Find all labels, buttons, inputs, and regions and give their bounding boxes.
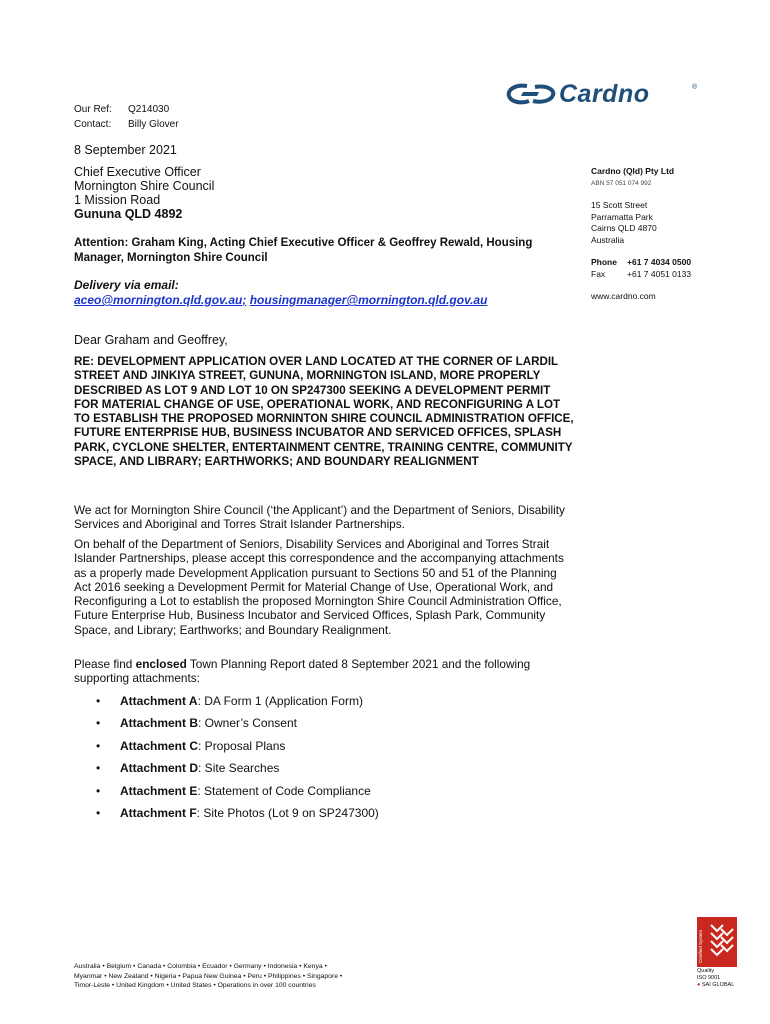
logo-wordmark: Cardno xyxy=(559,80,650,108)
list-item xyxy=(96,760,379,782)
list-item xyxy=(96,783,379,805)
footer-countries xyxy=(74,962,394,991)
contact-value: Billy Glover xyxy=(128,119,179,130)
attachment-desc: : DA Form 1 (Application Form) xyxy=(197,694,363,708)
certification-checks-icon xyxy=(697,917,737,967)
attachment-name: Attachment D xyxy=(120,761,199,776)
cert-line xyxy=(697,982,734,989)
fax-label: Fax xyxy=(591,268,606,279)
sai-global-icon: ● xyxy=(697,982,701,988)
company-website[interactable]: www.cardno.com xyxy=(591,291,656,301)
email-link-2[interactable]: housingmanager@mornington.qld.gov.au xyxy=(249,293,488,307)
fax-value: +61 7 4051 0133 xyxy=(627,268,692,279)
attachment-desc: : Owner’s Consent xyxy=(198,716,297,731)
cert-band-text: Certified System xyxy=(698,929,703,963)
bullet-icon: • xyxy=(96,805,101,820)
recipient-address xyxy=(74,165,214,221)
company-address-line: Australia xyxy=(591,234,625,245)
para3-bold: enclosed xyxy=(135,657,187,671)
salutation: Dear Graham and Geoffrey, xyxy=(74,333,228,347)
subject-heading: RE: DEVELOPMENT APPLICATION OVER LAND LOCATED AT THE CORNER OF LARDIL STREET AND JINKIYA STREET, GUNUNA, MORNINGTON ISLAND, MORE PROPERLY DESCRIBED AS LOT 9 AND LOT 10 ON SP247300 SEEKING A DEVELOPMENT PERMIT FOR MATERIAL CHANGE OF USE, OPERATIONAL WORK, AND RECONFIGURING A LOT TO ESTABLISH THE PROPOSED MORNINTON SHIRE COUNCIL ADMINISTRATION OFFICE, FUTURE ENTERPRISE HUB, BUSINESS INCUBATOR AND SERVICED OFFICES, SPLASH PARK, CYCLONE SHELTER, ENTERTAINMENT CENTRE, TRAINING CENTRE, COMMUNITY SPACE, AND LIBRARY; EARTHWORKS; AND BOUNDARY REALIGNMENT xyxy=(74,355,574,469)
attachment-name: Attachment C xyxy=(120,738,199,753)
list-item xyxy=(96,693,379,715)
bullet-icon: • xyxy=(96,738,101,753)
para3-text: Please find xyxy=(74,657,136,671)
body-paragraph-1: We act for Mornington Shire Council (‘the Applicant’) and the Department of Seniors, Disability Services and Aboriginal and Torres Strait Islander Partnerships. xyxy=(74,503,565,532)
email-link-1[interactable]: aceo@mornington.qld.gov.au xyxy=(74,293,243,307)
body-paragraph-2: On behalf of the Department of Seniors, Disability Services and Aboriginal and Torres Strait Islander Partnerships, please accept this correspondence and the accompanying attachments as a properly made Development Application pursuant to Sections 50 and 51 of the Planning Act 2016 seeking a Development Permit for Material Change of Use, Operational Work, and Reconfiguring a Lot to establish the proposed Mornington Shire Council Administration Office, Future Enterprise Hub, Business Incubator and Serviced Offices, Splash Park, Community Space, and Library; Earthworks; and Boundary Realignment. xyxy=(74,537,564,637)
company-address-line: Cairns QLD 4870 xyxy=(591,223,657,233)
delivery-block xyxy=(74,278,487,308)
recipient-line: Mornington Shire Council xyxy=(74,179,215,193)
letter-date: 8 September 2021 xyxy=(74,143,177,157)
delivery-label: Delivery via email: xyxy=(74,278,179,292)
attachment-desc: : Site Photos (Lot 9 on SP247300) xyxy=(196,805,379,820)
list-item xyxy=(96,715,379,737)
registered-mark: ® xyxy=(692,84,698,91)
company-address-line: Parramatta Park xyxy=(591,211,653,222)
email-separator: ; xyxy=(242,293,247,307)
our-ref-value: Q214030 xyxy=(128,104,170,115)
attachment-name: Attachment A xyxy=(120,694,198,708)
footer-line: Myanmar • New Zealand • Nigeria • Papua New Guinea • Peru • Philippines • Singapore • xyxy=(74,972,343,980)
company-abn: ABN 57 051 074 992 xyxy=(591,179,652,187)
cert-line: ISO 9001 xyxy=(697,975,721,981)
attachment-list xyxy=(96,693,379,827)
company-address-line: 15 Scott Street xyxy=(591,200,648,210)
attachment-name: Attachment E xyxy=(120,783,198,798)
company-name: Cardno (Qld) Pty Ltd xyxy=(591,166,675,176)
phone-value: +61 7 4034 0500 xyxy=(627,257,692,267)
recipient-line: Gununa QLD 4892 xyxy=(74,207,183,221)
attachment-desc: : Site Searches xyxy=(198,761,280,776)
attention-line: Attention: Graham King, Acting Chief Executive Officer & Geoffrey Rewald, Housing Manager, Mornington Shire Council xyxy=(74,237,533,264)
certification-text xyxy=(697,968,734,989)
footer-line: Timor-Leste • United Kingdom • United States • Operations in over 100 countries xyxy=(74,982,316,989)
footer-line: Australia • Belgium • Canada • Colombia • Ecuador • Germany • Indonesia • Kenya • xyxy=(74,963,327,970)
cardno-logo xyxy=(505,80,700,110)
attachment-desc: : Statement of Code Compliance xyxy=(197,783,371,798)
attachment-name: Attachment F xyxy=(120,805,197,820)
attachment-name: Attachment B xyxy=(120,716,199,731)
list-item xyxy=(96,738,379,760)
our-ref-label: Our Ref: xyxy=(74,104,112,115)
list-item xyxy=(96,805,379,827)
cardno-logo-icon xyxy=(505,80,557,108)
cert-line: Quality xyxy=(697,968,715,974)
bullet-icon: • xyxy=(96,694,101,708)
company-sidebar xyxy=(591,166,731,303)
bullet-icon: • xyxy=(96,716,101,731)
attachment-desc: : Proposal Plans xyxy=(198,738,286,753)
bullet-icon: • xyxy=(96,783,101,798)
certification-badge xyxy=(697,917,737,967)
recipient-line: 1 Mission Road xyxy=(74,193,161,207)
body-paragraph-3 xyxy=(74,657,574,686)
para3-text: Town Planning Report dated 8 September 2021 and the following supporting attachments: xyxy=(74,657,531,686)
bullet-icon: • xyxy=(96,761,101,776)
cert-sai-text: SAI GLOBAL xyxy=(701,982,735,988)
contact-label: Contact: xyxy=(74,119,112,130)
reference-block xyxy=(74,102,179,132)
recipient-line: Chief Executive Officer xyxy=(74,165,201,179)
phone-label: Phone xyxy=(591,257,617,267)
